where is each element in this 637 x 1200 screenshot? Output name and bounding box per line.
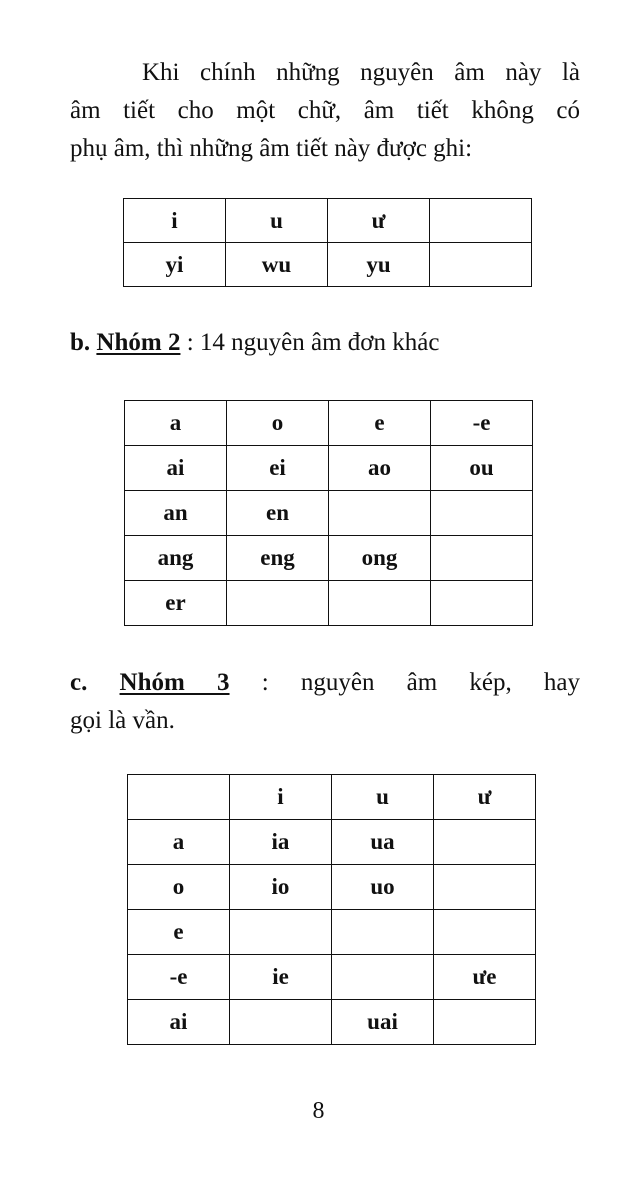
- table-cell: [227, 581, 329, 626]
- table-cell: a: [125, 401, 227, 446]
- table-cell: [434, 820, 536, 865]
- table-cell: ie: [230, 955, 332, 1000]
- intro-line-2: âm tiết cho một chữ, âm tiết không có: [70, 97, 580, 124]
- table-cell: [329, 581, 431, 626]
- table-cell: -e: [431, 401, 533, 446]
- table-row: [128, 865, 536, 910]
- table-cell: u: [332, 775, 434, 820]
- table-cell: yu: [328, 243, 430, 287]
- table-row: [125, 446, 533, 491]
- table-row: [128, 1000, 536, 1045]
- group-2-suffix: : 14 nguyên âm đơn khác: [186, 329, 440, 356]
- table-row: [128, 910, 536, 955]
- table-row: [128, 955, 536, 1000]
- table-group-3-compound-vowels: [127, 774, 536, 1045]
- table-cell: ao: [329, 446, 431, 491]
- intro-line-1: Khi chính những nguyên âm này là: [142, 59, 580, 86]
- table-row: [124, 199, 532, 243]
- table-cell: ư: [434, 775, 536, 820]
- group-3-line-2: gọi là vần.: [70, 707, 175, 734]
- table-cell: [332, 910, 434, 955]
- table-cell: [434, 1000, 536, 1045]
- table-cell: [431, 581, 533, 626]
- table-cell: ư: [328, 199, 430, 243]
- table-cell: i: [230, 775, 332, 820]
- table-cell: ia: [230, 820, 332, 865]
- table-row: [128, 820, 536, 865]
- table-row: [124, 243, 532, 287]
- table-row: [125, 491, 533, 536]
- intro-line-3: phụ âm, thì những âm tiết này được ghi:: [70, 135, 473, 162]
- table-cell: [128, 775, 230, 820]
- table-cell: -e: [128, 955, 230, 1000]
- group-3-suffix: : nguyên âm kép, hay: [261, 669, 580, 696]
- table-cell: ong: [329, 536, 431, 581]
- table-cell: [434, 910, 536, 955]
- table-cell: u: [226, 199, 328, 243]
- table-cell: ou: [431, 446, 533, 491]
- table-cell: [230, 910, 332, 955]
- table-cell: [430, 199, 532, 243]
- table-cell: [230, 1000, 332, 1045]
- table-cell: en: [227, 491, 329, 536]
- table-row: [125, 581, 533, 626]
- page-number: 8: [312, 1098, 325, 1124]
- table-cell: uai: [332, 1000, 434, 1045]
- table-cell: i: [124, 199, 226, 243]
- group-2-title: Nhóm 2: [96, 329, 181, 356]
- group-2-prefix: b.: [70, 329, 91, 356]
- table-cell: [329, 491, 431, 536]
- table-cell: o: [128, 865, 230, 910]
- table-cell: e: [128, 910, 230, 955]
- table-row: [125, 401, 533, 446]
- table-cell: uo: [332, 865, 434, 910]
- table-cell: [431, 536, 533, 581]
- table-cell: o: [227, 401, 329, 446]
- table-group-2-vowels: [124, 400, 533, 626]
- group-3-heading: [70, 664, 580, 740]
- intro-paragraph: [70, 54, 580, 168]
- table-cell: [332, 955, 434, 1000]
- table-cell: ai: [128, 1000, 230, 1045]
- table-cell: wu: [226, 243, 328, 287]
- group-3-title: Nhóm 3: [119, 669, 230, 696]
- table-cell: io: [230, 865, 332, 910]
- table-row: [125, 536, 533, 581]
- table-cell: ưe: [434, 955, 536, 1000]
- table-cell: [430, 243, 532, 287]
- table-cell: yi: [124, 243, 226, 287]
- table-cell: ei: [227, 446, 329, 491]
- table-cell: [434, 865, 536, 910]
- table-cell: a: [128, 820, 230, 865]
- group-3-prefix: c.: [70, 669, 88, 696]
- table-cell: [431, 491, 533, 536]
- table-cell: e: [329, 401, 431, 446]
- group-2-heading: [70, 324, 580, 362]
- table-single-vowel-syllables: [123, 198, 532, 287]
- table-cell: ai: [125, 446, 227, 491]
- table-cell: ang: [125, 536, 227, 581]
- table-cell: eng: [227, 536, 329, 581]
- table-cell: er: [125, 581, 227, 626]
- table-row: [128, 775, 536, 820]
- table-cell: an: [125, 491, 227, 536]
- table-cell: ua: [332, 820, 434, 865]
